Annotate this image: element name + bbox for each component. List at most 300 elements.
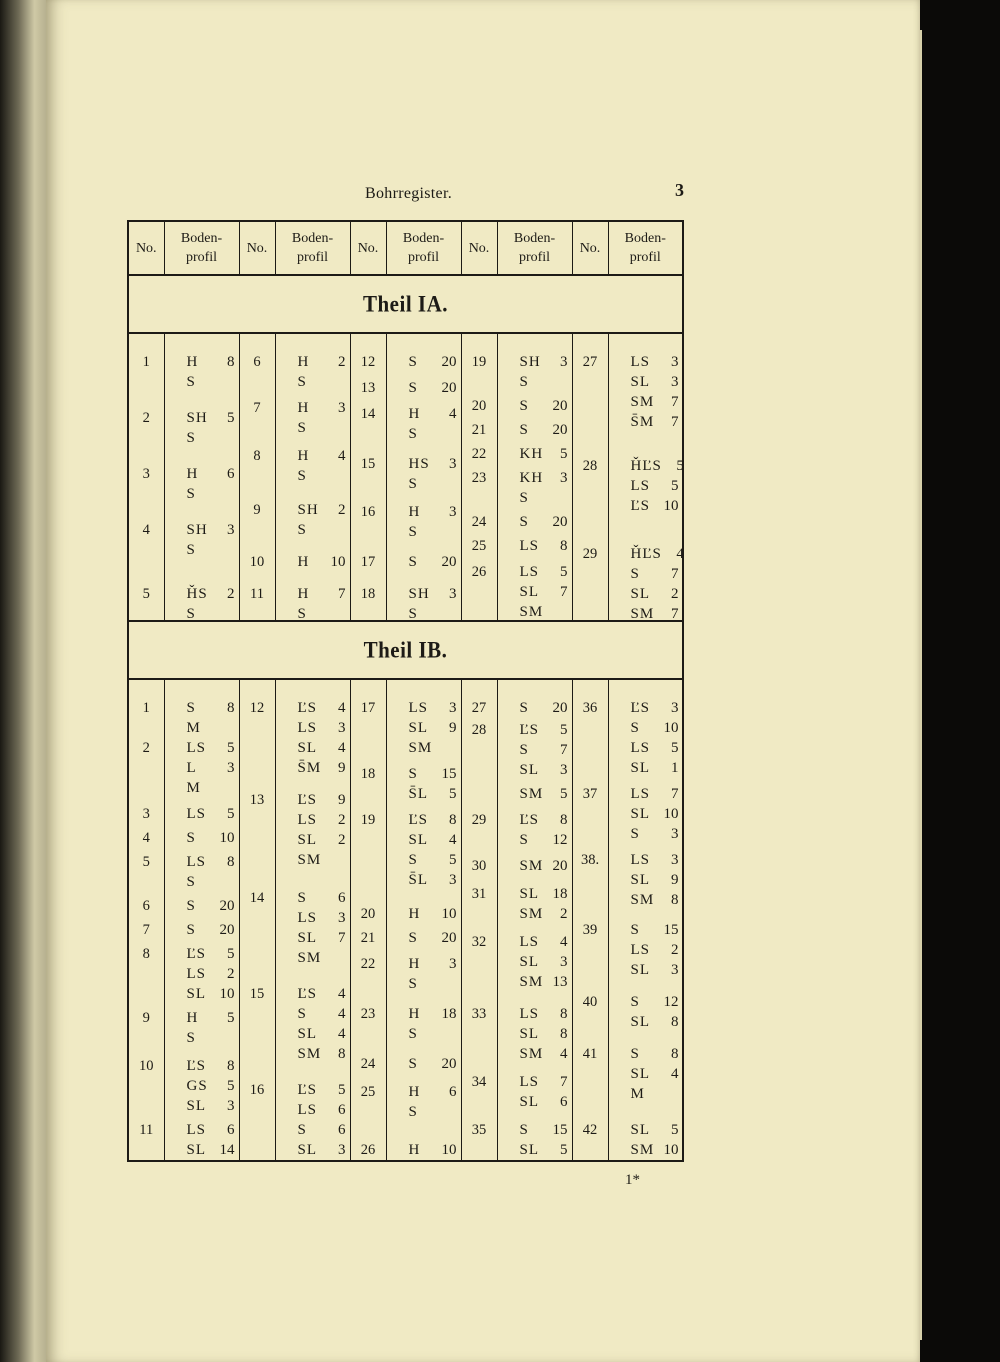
soil-code: SM — [630, 892, 655, 908]
bore-number: 27 — [471, 700, 487, 716]
soil-profile-entry — [631, 738, 679, 758]
number-column — [350, 679, 386, 1161]
bore-number: 2 — [142, 740, 150, 756]
layer-thickness: 2 — [338, 354, 346, 370]
soil-profile-entry — [298, 908, 346, 928]
layer-thickness: 8 — [671, 892, 679, 908]
bore-number: 3 — [142, 806, 150, 822]
soil-code: SL — [519, 886, 540, 902]
soil-profile-entry — [187, 698, 235, 718]
soil-profile-entry — [409, 974, 457, 994]
soil-code: S — [519, 514, 529, 530]
soil-code: SL — [186, 1098, 207, 1114]
bore-number: 24 — [360, 1056, 376, 1072]
profile-column — [608, 679, 683, 1161]
soil-profile-entry — [298, 584, 346, 604]
soil-code: ĽS — [408, 812, 429, 828]
bore-number: 12 — [249, 700, 265, 716]
layer-thickness: 20 — [552, 700, 568, 716]
soil-code: LS — [630, 786, 651, 802]
soil-code: S — [408, 1026, 418, 1042]
soil-code: S — [408, 354, 418, 370]
soil-code: LS — [186, 806, 207, 822]
layer-thickness: 5 — [227, 740, 235, 756]
layer-thickness: 7 — [560, 1074, 568, 1090]
soil-code: LS — [630, 354, 651, 370]
soil-profile-entry — [631, 804, 679, 824]
layer-thickness: 10 — [330, 554, 346, 570]
soil-profile-entry — [298, 418, 346, 438]
soil-profile-entry — [631, 1084, 679, 1104]
soil-code: SL — [519, 1142, 540, 1158]
soil-profile-entry — [409, 810, 457, 830]
soil-profile-entry — [298, 984, 346, 1004]
soil-code: S — [408, 606, 418, 622]
layer-thickness: 20 — [552, 422, 568, 438]
layer-thickness: 5 — [560, 722, 568, 738]
soil-code: H — [408, 1084, 421, 1100]
layer-thickness: 8 — [227, 854, 235, 870]
bore-number: 12 — [360, 354, 376, 370]
layer-thickness: 10 — [663, 1142, 679, 1158]
layer-thickness: 6 — [338, 890, 346, 906]
layer-thickness: 8 — [671, 1046, 679, 1062]
bore-number: 7 — [253, 400, 261, 416]
soil-profile-entry — [520, 698, 568, 718]
layer-thickness: 7 — [671, 394, 679, 410]
soil-profile-entry — [520, 1120, 568, 1140]
soil-code: S — [630, 994, 640, 1010]
soil-profile-entry — [409, 954, 457, 974]
soil-profile-entry — [187, 604, 235, 624]
section-heading-cell — [128, 621, 683, 679]
soil-profile-entry — [631, 1120, 679, 1140]
soil-code: LS — [519, 1074, 540, 1090]
soil-code: SL — [519, 1094, 540, 1110]
section-body-row — [128, 679, 683, 1161]
soil-profile-entry — [631, 698, 679, 718]
bore-number: 1 — [142, 700, 150, 716]
layer-thickness: 18 — [441, 1006, 457, 1022]
layer-thickness: 7 — [671, 414, 679, 430]
soil-code: S — [519, 832, 529, 848]
soil-code: SM — [519, 858, 544, 874]
soil-profile-entry — [298, 948, 346, 968]
soil-code: SH — [408, 586, 430, 602]
soil-code: LS — [408, 700, 429, 716]
layer-thickness: 3 — [227, 760, 235, 776]
layer-thickness: 8 — [227, 354, 235, 370]
layer-thickness: 3 — [671, 852, 679, 868]
soil-code: ĽS — [297, 986, 318, 1002]
layer-thickness: 9 — [671, 872, 679, 888]
soil-code: H — [186, 466, 199, 482]
soil-profile-entry — [298, 810, 346, 830]
header-bodenprofil: Boden- profil — [608, 221, 683, 275]
soil-profile-entry — [520, 468, 568, 488]
soil-profile-entry — [631, 850, 679, 870]
bore-number: 42 — [582, 1122, 598, 1138]
soil-profile-entry — [187, 1120, 235, 1140]
layer-thickness: 8 — [671, 1014, 679, 1030]
header-no: No. — [239, 221, 275, 275]
soil-profile-entry — [631, 1064, 679, 1084]
layer-thickness: 5 — [449, 786, 457, 802]
soil-profile-entry — [520, 582, 568, 602]
soil-code: SL — [297, 930, 318, 946]
bore-number: 25 — [471, 538, 487, 554]
soil-code: SL — [408, 832, 429, 848]
soil-code: LS — [630, 478, 651, 494]
soil-profile-entry — [187, 758, 235, 778]
soil-profile-entry — [520, 740, 568, 760]
layer-thickness: 4 — [449, 832, 457, 848]
soil-profile-entry — [298, 500, 346, 520]
bore-number: 29 — [471, 812, 487, 828]
bore-number: 30 — [471, 858, 487, 874]
soil-profile-entry — [631, 824, 679, 844]
bore-number: 9 — [253, 502, 261, 518]
profile-column — [608, 333, 683, 621]
soil-code: SL — [630, 806, 651, 822]
soil-code: SM — [630, 606, 655, 622]
bore-number: 29 — [582, 546, 598, 562]
soil-profile-entry — [298, 466, 346, 486]
layer-thickness: 7 — [338, 586, 346, 602]
soil-code: S — [297, 522, 307, 538]
bore-number: 23 — [360, 1006, 376, 1022]
soil-profile-entry — [409, 378, 457, 398]
layer-thickness: 3 — [227, 1098, 235, 1114]
bore-number: 15 — [360, 456, 376, 472]
soil-profile-entry — [631, 456, 684, 476]
soil-code: ĽS — [297, 1082, 318, 1098]
soil-code: H — [408, 1142, 421, 1158]
layer-thickness: 5 — [227, 806, 235, 822]
soil-code: S — [186, 830, 196, 846]
section-heading-cell — [128, 275, 683, 333]
bore-number: 8 — [142, 946, 150, 962]
soil-code: S — [186, 542, 196, 558]
soil-profile-entry — [520, 444, 568, 464]
header-bodenprofil: Boden- profil — [386, 221, 461, 275]
layer-thickness: 5 — [560, 446, 568, 462]
soil-code: S — [519, 422, 529, 438]
section-title: Theil IB. — [363, 636, 448, 663]
bore-number: 38. — [580, 852, 600, 868]
soil-code: SM — [519, 604, 544, 620]
soil-profile-entry — [520, 488, 568, 508]
soil-code: LS — [297, 720, 318, 736]
soil-profile-entry — [187, 1140, 235, 1160]
profile-column — [164, 333, 239, 621]
soil-code: LS — [519, 538, 540, 554]
soil-code: LS — [186, 854, 207, 870]
soil-profile-entry — [631, 784, 679, 804]
layer-thickness: 15 — [441, 766, 457, 782]
soil-code: S — [186, 874, 196, 890]
layer-thickness: 9 — [338, 760, 346, 776]
layer-thickness: 8 — [227, 1058, 235, 1074]
soil-code: S — [630, 1046, 640, 1062]
layer-thickness: 15 — [663, 922, 679, 938]
soil-code: SL — [297, 1142, 318, 1158]
bore-number: 16 — [249, 1082, 265, 1098]
soil-code: SL — [297, 740, 318, 756]
bore-number: 32 — [471, 934, 487, 950]
number-column — [128, 679, 164, 1161]
number-column — [128, 333, 164, 621]
soil-code: LS — [630, 740, 651, 756]
layer-thickness: 3 — [338, 910, 346, 926]
soil-profile-entry — [187, 852, 235, 872]
layer-thickness: 7 — [671, 606, 679, 622]
soil-code: KH — [519, 470, 544, 486]
bore-number: 22 — [471, 446, 487, 462]
header-no: No. — [572, 221, 608, 275]
soil-code: SL — [408, 720, 429, 736]
soil-profile-entry — [520, 972, 568, 992]
bore-number: 28 — [582, 458, 598, 474]
bore-number: 2 — [142, 410, 150, 426]
section-body-row — [128, 333, 683, 621]
layer-thickness: 20 — [552, 514, 568, 530]
layer-thickness: 4 — [338, 448, 346, 464]
soil-code: SL — [630, 586, 651, 602]
layer-thickness: 7 — [671, 786, 679, 802]
layer-thickness: 8 — [560, 812, 568, 828]
profile-column — [275, 679, 350, 1161]
soil-profile-entry — [631, 352, 679, 372]
soil-profile-entry — [187, 804, 235, 824]
soil-code: KH — [519, 446, 544, 462]
soil-profile-entry — [520, 352, 568, 372]
layer-thickness: 3 — [449, 700, 457, 716]
profile-column — [386, 679, 461, 1161]
bore-number: 7 — [142, 922, 150, 938]
soil-code: S — [630, 826, 640, 842]
soil-profile-entry — [187, 372, 235, 392]
number-column — [239, 679, 275, 1161]
soil-profile-entry — [520, 904, 568, 924]
soil-code: SL — [519, 584, 540, 600]
bore-number: 3 — [142, 466, 150, 482]
bore-number: 36 — [582, 700, 598, 716]
soil-code: S — [297, 606, 307, 622]
soil-profile-entry — [298, 1080, 346, 1100]
soil-code: S — [408, 976, 418, 992]
soil-code: H — [186, 1010, 199, 1026]
soil-code: H — [408, 906, 421, 922]
layer-thickness: 4 — [338, 740, 346, 756]
soil-profile-entry — [631, 920, 679, 940]
page-number: 3 — [675, 180, 684, 200]
layer-thickness: 4 — [676, 546, 684, 562]
layer-thickness: 20 — [219, 898, 235, 914]
soil-code: S — [408, 476, 418, 492]
layer-thickness: 10 — [441, 1142, 457, 1158]
soil-profile-entry — [520, 952, 568, 972]
soil-profile-entry — [631, 372, 679, 392]
soil-code: H — [297, 448, 310, 464]
soil-profile-entry — [298, 1044, 346, 1064]
soil-code: S — [408, 1104, 418, 1120]
soil-profile-entry — [409, 552, 457, 572]
soil-code: S̄M — [630, 414, 655, 430]
layer-thickness: 20 — [441, 1056, 457, 1072]
soil-code: S — [186, 898, 196, 914]
bore-number: 21 — [360, 930, 376, 946]
soil-profile-entry — [631, 758, 679, 778]
soil-code: SM — [297, 1046, 322, 1062]
soil-code: S — [408, 554, 418, 570]
soil-code: S — [186, 606, 196, 622]
layer-thickness: 4 — [560, 934, 568, 950]
soil-code: S — [519, 398, 529, 414]
soil-profile-entry — [409, 764, 457, 784]
soil-code: SL — [630, 374, 651, 390]
soil-code: ȞĽS — [630, 458, 662, 474]
soil-profile-entry — [298, 698, 346, 718]
soil-profile-entry — [187, 1096, 235, 1116]
soil-code: ĽS — [630, 700, 651, 716]
soil-profile-entry — [409, 522, 457, 542]
soil-profile-entry — [298, 520, 346, 540]
bore-number: 14 — [360, 406, 376, 422]
layer-thickness: 3 — [338, 400, 346, 416]
soil-code: LS — [297, 1102, 318, 1118]
soil-profile-entry — [631, 584, 679, 604]
soil-code: S — [519, 1122, 529, 1138]
layer-thickness: 8 — [560, 1026, 568, 1042]
soil-profile-entry — [409, 1024, 457, 1044]
layer-thickness: 6 — [560, 1094, 568, 1110]
soil-profile-entry — [520, 1044, 568, 1064]
layer-thickness: 5 — [676, 458, 684, 474]
layer-thickness: 20 — [552, 398, 568, 414]
bore-number: 20 — [360, 906, 376, 922]
soil-code: H — [297, 400, 310, 416]
layer-thickness: 3 — [227, 522, 235, 538]
bore-number: 33 — [471, 1006, 487, 1022]
soil-code: S — [186, 700, 196, 716]
soil-profile-entry — [187, 1008, 235, 1028]
soil-code: S — [297, 1122, 307, 1138]
soil-code: S — [408, 852, 418, 868]
bore-number: 13 — [249, 792, 265, 808]
layer-thickness: 3 — [338, 1142, 346, 1158]
soil-profile-entry — [409, 1054, 457, 1074]
soil-code: H — [297, 354, 310, 370]
bore-number: 16 — [360, 504, 376, 520]
soil-profile-entry — [520, 562, 568, 582]
number-column — [350, 333, 386, 621]
soil-code: SL — [186, 1142, 207, 1158]
soil-code: S — [519, 700, 529, 716]
soil-profile-entry — [187, 428, 235, 448]
bore-number: 22 — [360, 956, 376, 972]
soil-profile-entry — [187, 718, 235, 738]
soil-code: SM — [408, 740, 433, 756]
section-title: Theil IA. — [362, 290, 448, 317]
layer-thickness: 2 — [338, 832, 346, 848]
soil-profile-entry — [631, 718, 679, 738]
layer-thickness: 20 — [441, 930, 457, 946]
soil-code: ĽS — [186, 946, 207, 962]
soil-code: SM — [297, 852, 322, 868]
layer-thickness: 9 — [449, 720, 457, 736]
bore-number: 8 — [253, 448, 261, 464]
soil-code: S̄L — [408, 786, 429, 802]
layer-thickness: 2 — [671, 942, 679, 958]
soil-profile-entry — [298, 1004, 346, 1024]
soil-profile-entry — [187, 872, 235, 892]
soil-code: S — [519, 374, 529, 390]
bore-number: 41 — [582, 1046, 598, 1062]
profile-column — [386, 333, 461, 621]
soil-profile-entry — [298, 718, 346, 738]
bore-number: 19 — [360, 812, 376, 828]
soil-code: S — [630, 922, 640, 938]
soil-code: S — [519, 490, 529, 506]
soil-profile-entry — [520, 1024, 568, 1044]
soil-code: H — [297, 586, 310, 602]
bore-number: 39 — [582, 922, 598, 938]
layer-thickness: 4 — [338, 1026, 346, 1042]
layer-thickness: 6 — [338, 1102, 346, 1118]
soil-profile-entry — [409, 904, 457, 924]
bore-number: 35 — [471, 1122, 487, 1138]
soil-profile-entry — [409, 718, 457, 738]
layer-thickness: 2 — [560, 906, 568, 922]
soil-profile-entry — [187, 778, 235, 798]
layer-thickness: 4 — [338, 1006, 346, 1022]
layer-thickness: 3 — [671, 354, 679, 370]
profile-column — [164, 679, 239, 1161]
bore-number: 28 — [471, 722, 487, 738]
soil-profile-entry — [298, 830, 346, 850]
soil-code: H — [408, 956, 421, 972]
soil-profile-entry — [298, 1100, 346, 1120]
soil-code: S — [297, 468, 307, 484]
profile-column — [497, 679, 572, 1161]
soil-profile-entry — [409, 738, 457, 758]
soil-profile-entry — [520, 932, 568, 952]
soil-code: S — [630, 720, 640, 736]
soil-profile-entry — [409, 784, 457, 804]
soil-code: SM — [297, 950, 322, 966]
bore-number: 1 — [142, 354, 150, 370]
soil-profile-entry — [298, 888, 346, 908]
soil-profile-entry — [298, 1024, 346, 1044]
layer-thickness: 10 — [219, 830, 235, 846]
layer-thickness: 5 — [560, 786, 568, 802]
soil-profile-entry — [187, 540, 235, 560]
soil-code: S — [630, 566, 640, 582]
signature-mark: 1* — [625, 1172, 640, 1188]
bore-number: 17 — [360, 554, 376, 570]
soil-code: SL — [630, 1066, 651, 1082]
soil-profile-entry — [187, 352, 235, 372]
soil-profile-entry — [187, 1056, 235, 1076]
soil-code: M — [630, 1086, 645, 1102]
bore-number: 31 — [471, 886, 487, 902]
number-column — [572, 333, 608, 621]
layer-thickness: 20 — [441, 380, 457, 396]
soil-code: S — [297, 1006, 307, 1022]
soil-code: ĽS — [297, 700, 318, 716]
layer-thickness: 20 — [219, 922, 235, 938]
